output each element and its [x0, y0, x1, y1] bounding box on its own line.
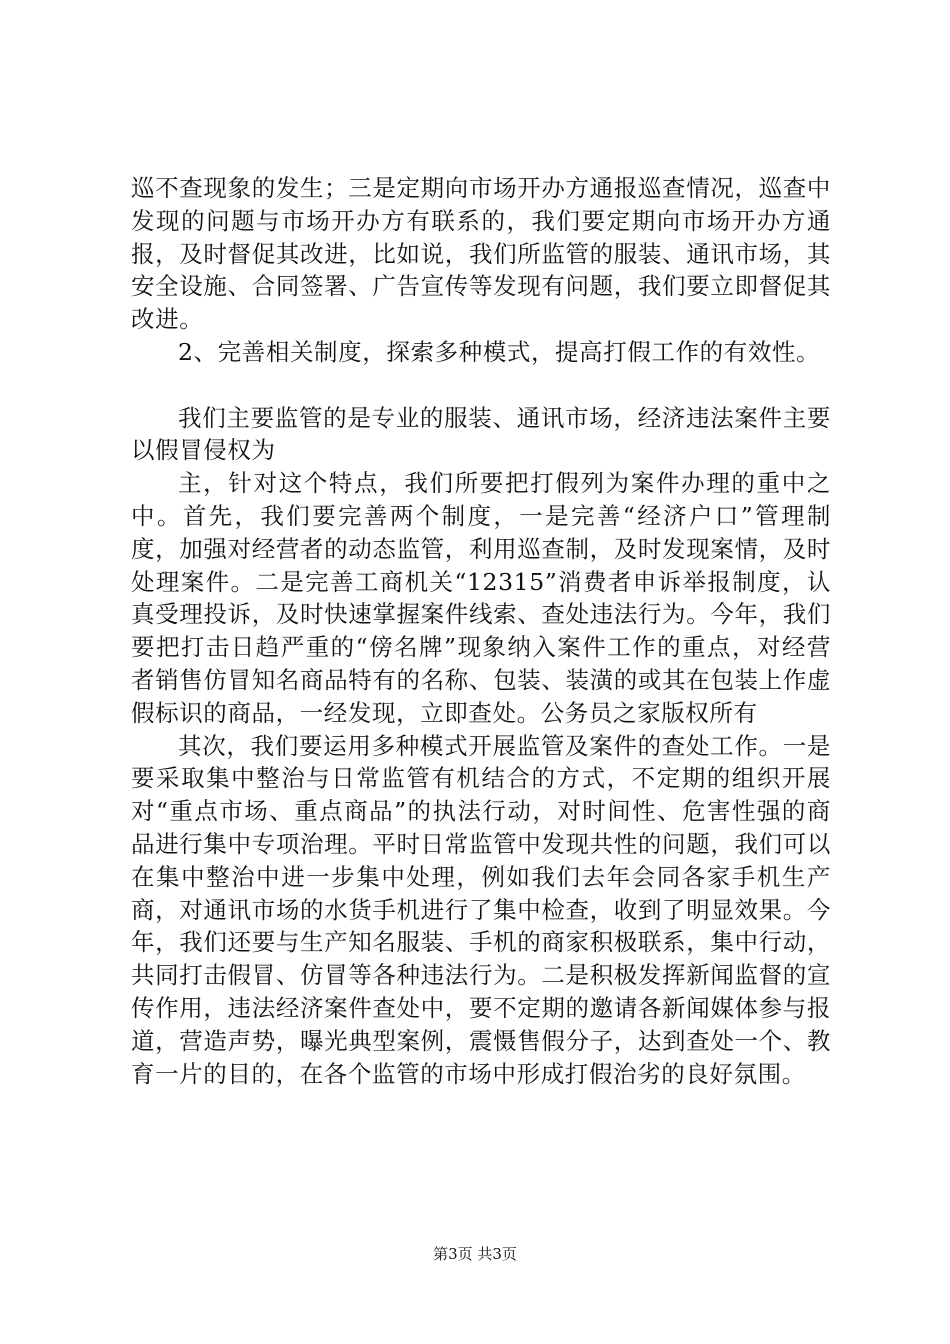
paragraph-two-systems: 主，针对这个特点，我们所要把打假列为案件办理的重中之中。首先，我们要完善两个制度，一是完善“经济户口”管理制度，加强对经营者的动态监管，利用巡查制，及时发现案情，及时处理案件。二是完善工商机关“12315”消费者申诉举报制度，认真受理投诉，及时快速掌握案件线索、查处违法行为。今年，我们要把打击日趋严重的“傍名牌”现象纳入案件工作的重点，对经营者销售仿冒知名商品特有的名称、包装、装潢的或其在包装上作虚假标识的商品，一经发现，立即查处。公务员之家版权所有 — [131, 469, 831, 727]
paragraph-supervision-intro: 我们主要监管的是专业的服装、通讯市场，经济违法案件主要以假冒侵权为 — [131, 403, 831, 465]
document-body — [131, 172, 831, 1090]
paragraph-multiple-modes: 其次，我们要运用多种模式开展监管及案件的查处工作。一是要采取集中整治与日常监管有机结合的方式，不定期的组织开展对“重点市场、重点商品”的执法行动，对时间性、危害性强的商品进行集中专项治理。平时日常监管中发现共性的问题，我们可以在集中整治中进一步集中处理，例如我们去年会同各家手机生产商，对通讯市场的水货手机进行了集中检查，收到了明显效果。今年，我们还要与生产知名服装、手机的商家积极联系，集中行动，共同打击假冒、仿冒等各种违法行为。二是积极发挥新闻监督的宣传作用，违法经济案件查处中，要不定期的邀请各新闻媒体参与报道，营造声势，曝光典型案例，震慑售假分子，达到查处一个、教育一片的目的，在各个监管的市场中形成打假治劣的良好氛围。 — [131, 731, 831, 1088]
page-footer: 第3页 共3页 — [433, 1245, 517, 1263]
paragraph-inspection-report: 巡不查现象的发生；三是定期向市场开办方通报巡查情况，巡查中发现的问题与市场开办方有联系的，我们要定期向市场开办方通报，及时督促其改进，比如说，我们所监管的服装、通讯市场，其安全设施、合同签署、广告宣传等发现有问题，我们要立即督促其改进。 — [131, 174, 831, 334]
paragraph-section-heading: 2、完善相关制度，探索多种模式，提高打假工作的有效性。 — [178, 337, 821, 366]
paragraph-gap — [131, 369, 831, 402]
